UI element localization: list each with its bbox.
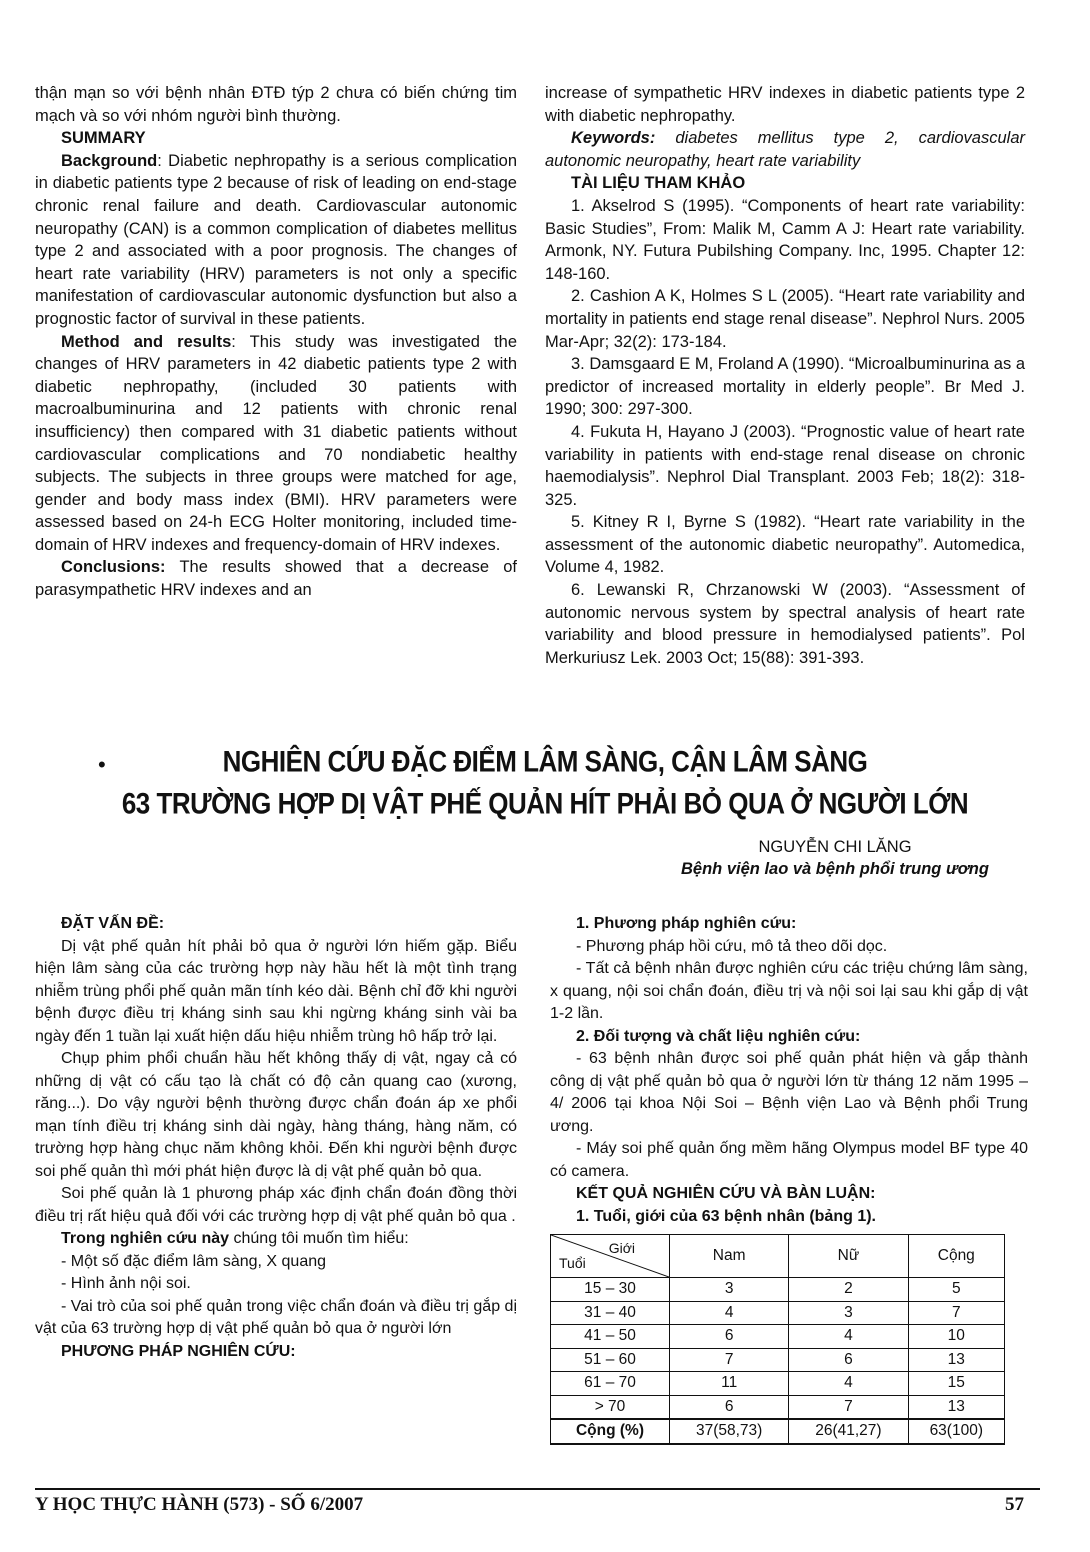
conclusions-paragraph — [35, 556, 517, 601]
keywords-label: Keywords: — [571, 129, 656, 148]
table-row — [551, 1301, 1005, 1325]
references-heading: TÀI LIỆU THAM KHẢO — [571, 174, 746, 193]
table-row — [551, 1278, 1005, 1302]
table-cell: Cộng (%) — [551, 1419, 670, 1444]
reference-item: 3. Damsgaard E M, Froland A (1990). “Microalbuminurina as a predictor of increased mortality in elderly people”. Br Med J. 1990; 300: 297-300. — [545, 355, 1025, 419]
method-item: - Tất cả bệnh nhân được nghiên cứu các triệu chứng lâm sàng, x quang, nội soi chẩn đoán, điều trị và nội soi lại sau khi gắp dị vật 1-2 lần. — [550, 960, 1028, 1022]
keywords-paragraph — [545, 127, 1025, 172]
table-cell: 10 — [908, 1325, 1004, 1349]
table-cell: 7 — [789, 1395, 908, 1419]
table-cell: 51 – 60 — [551, 1348, 670, 1372]
table-cell: 13 — [908, 1348, 1004, 1372]
method-text: : This study was investigated the changes of HRV parameters in 42 diabetic patients type 2 with diabetic nephropathy, (included 30 patients with macroalbuminurina and 12 patients with chronic renal insufficiency) then compared with 31 diabetic patients without cardiovascular complications and 70 nondiabetic healthy subjects. The subjects in three groups were matched for age, gender and body mass index (BMI). HRV parameters were assessed based on 24-h ECG Holter monitoring, included time-domain of HRV indexes and frequency-domain of HRV indexes. — [35, 332, 518, 554]
keywords-text: diabetes mellitus type 2, cardiovascular autonomic neuropathy, heart rate variability — [545, 129, 1025, 170]
table-cell: 61 – 70 — [551, 1372, 670, 1396]
background-label: Background — [61, 151, 158, 170]
table-row — [551, 1325, 1005, 1349]
age-gender-table — [550, 1234, 1005, 1445]
table-cell: 7 — [670, 1348, 789, 1372]
table-cell: 4 — [670, 1301, 789, 1325]
table-row — [551, 1395, 1005, 1419]
methods-heading: PHƯƠNG PHÁP NGHIÊN CỨU: — [61, 1342, 296, 1360]
table-cell: 2 — [789, 1278, 908, 1302]
intro-ending: thận mạn so với bệnh nhân ĐTĐ týp 2 chưa có biến chứng tim mạch và so với nhóm người bình thường. — [35, 84, 517, 125]
title-line-2: 63 TRƯỜNG HỢP DỊ VẬT PHẾ QUẢN HÍT PHẢI BỎ QUA Ở NGƯỜI LỚN — [121, 785, 969, 821]
table-cell: 31 – 40 — [551, 1301, 670, 1325]
table-cell: > 70 — [551, 1395, 670, 1419]
table-cell: 4 — [789, 1372, 908, 1396]
table-cell: 3 — [670, 1278, 789, 1302]
reference-item: 2. Cashion A K, Holmes S L (2005). “Heart rate variability and mortality in patients end stage renal disease”. Nephrol Nurs. 2005 Mar-Apr; 32(2): 173-184. — [545, 287, 1025, 351]
table-header-cell: Nữ — [789, 1235, 908, 1278]
table-row — [551, 1348, 1005, 1372]
corner-age-label: Tuổi — [559, 1254, 586, 1271]
table-cell: 5 — [908, 1278, 1004, 1302]
page-number: 57 — [1005, 1494, 1024, 1515]
summary-heading: SUMMARY — [61, 129, 146, 148]
table-row — [551, 1372, 1005, 1396]
results-heading: KẾT QUẢ NGHIÊN CỨU VÀ BÀN LUẬN: — [576, 1185, 876, 1202]
method-item: - Phương pháp hồi cứu, mô tả theo dõi dọc. — [576, 937, 888, 955]
corner-gender-label: Giới — [608, 1240, 635, 1256]
intro-paragraph: Dị vật phế quản hít phải bỏ qua ở người lớn hiếm gặp. Biểu hiện lâm sàng của các trường hợp này hầu hết là một tình trạng nhiễm trùng phổi phế quản mãn tính kéo dài. Bệnh chỉ đỡ khi người bệnh được điều trị kháng sinh sau khi ngừng kháng sinh vài ba ngày đến 1 tuần lại xuất hiện dấu hiệu nhiễm trùng hô hấp trở lại. — [35, 937, 517, 1045]
aim-item: - Một số đặc điểm lâm sàng, X quang — [61, 1252, 327, 1270]
intro-paragraph: Soi phế quản là 1 phương pháp xác định chẩn đoán đồng thời điều trị rất hiệu quả đối với các trường hợp dị vật phế quản bỏ qua . — [35, 1185, 517, 1225]
aims-label: Trong nghiên cứu này — [61, 1230, 230, 1247]
author-name: NGUYỄN CHI LĂNG — [758, 838, 912, 856]
article-title — [0, 740, 1090, 824]
intro-heading: ĐẶT VẤN ĐỀ: — [61, 915, 165, 932]
method-subheading: 1. Phương pháp nghiên cứu: — [576, 915, 797, 932]
table-cell: 3 — [789, 1301, 908, 1325]
title-bullet: • — [98, 752, 106, 777]
table-header-cell: Cộng — [908, 1235, 1004, 1278]
subjects-item: - Máy soi phế quản ống mềm hãng Olympus model BF type 40 có camera. — [550, 1140, 1028, 1180]
method-paragraph — [35, 331, 517, 557]
methods-results-column — [550, 913, 1028, 1445]
aims-paragraph — [35, 1228, 517, 1251]
table-cell: 7 — [908, 1301, 1004, 1325]
background-text: : Diabetic nephropathy is a serious complication in diabetic patients type 2 because of risk of leading on end-stage chronic renal failure and death. Cardiovascular autonomic neuropathy (CAN) is a common complication of diabetes mellitus type 2 and associated with a poor prognosis. The changes of heart rate variability (HRV) parameters is not only a specific manifestation of cardiovascular autonomic dysfunction but also a prognostic factor of survival in these patients. — [35, 151, 517, 328]
table-cell: 6 — [670, 1395, 789, 1419]
aim-item: - Hình ảnh nội soi. — [61, 1275, 191, 1292]
author-affiliation: Bệnh viện lao và bệnh phổi trung ương — [681, 860, 989, 878]
table-total-row — [551, 1419, 1005, 1444]
table-cell: 6 — [789, 1348, 908, 1372]
reference-item: 6. Lewanski R, Chrzanowski W (2003). “Assessment of autonomic nervous system by spectral analysis of heart rate variability and blood pressure in hemodialysed patients”. Pol Merkuriusz Lek. 2003 Oct; 15(88): 391-393. — [545, 581, 1025, 667]
aims-text: chúng tôi muốn tìm hiểu: — [229, 1230, 409, 1247]
table-cell: 37(58,73) — [670, 1419, 789, 1444]
introduction-column — [35, 913, 517, 1363]
table-cell: 41 – 50 — [551, 1325, 670, 1349]
footer-rule — [35, 1488, 1040, 1490]
title-line-1: NGHIÊN CỨU ĐẶC ĐIỂM LÂM SÀNG, CẬN LÂM SÀNG — [222, 743, 868, 779]
table-cell: 15 — [908, 1372, 1004, 1396]
table-caption: 1. Tuổi, giới của 63 bệnh nhân (bảng 1). — [576, 1207, 876, 1225]
background-paragraph — [35, 150, 517, 331]
conclusions-continued: increase of sympathetic HRV indexes in diabetic patients type 2 with diabetic nephropathy. — [545, 84, 1025, 125]
conclusions-text: The results showed that a decrease of parasympathetic HRV indexes and an — [35, 558, 517, 600]
table-cell: 63(100) — [908, 1419, 1004, 1444]
table-header-cell: Nam — [670, 1235, 789, 1278]
aim-item: - Vai trò của soi phế quản trong việc chẩn đoán và điều trị gắp dị vật của 63 trường hợp dị vật phế quản bỏ qua ở người lớn — [35, 1297, 517, 1337]
table-cell: 15 – 30 — [551, 1278, 670, 1302]
table-cell: 11 — [670, 1372, 789, 1396]
table-corner-cell — [551, 1235, 670, 1278]
table-cell: 26(41,27) — [789, 1419, 908, 1444]
method-label: Method and results — [61, 332, 232, 351]
table-header-row — [551, 1235, 1005, 1278]
author-block — [600, 836, 1070, 880]
subjects-item: - 63 bệnh nhân được soi phế quản phát hiện và gắp thành công dị vật phế quản bỏ qua ở người lớn từ tháng 12 năm 1995 –4/ 2006 tại khoa Nội Soi – Bệnh viện Lao và Bệnh phổi Trung ương. — [550, 1050, 1028, 1135]
subjects-subheading: 2. Đối tượng và chất liệu nghiên cứu: — [576, 1027, 861, 1045]
table-cell: 6 — [670, 1325, 789, 1349]
intro-paragraph: Chụp phim phổi chuẩn hầu hết không thấy dị vật, ngay cả có những dị vật có cấu tạo là chất có độ cản quang cao (xương, răng...). Do vậy người bệnh thường được chẩn đoán áp xe phổi mạn tính điều trị kháng sinh dài ngày, hàng tháng, hàng năm, có trường hợp hàng chục năm không khỏi. Đến khi người bệnh được soi phế quản thì mới phát hiện được là dị vật phế quản bỏ qua. — [35, 1050, 517, 1180]
table-cell: 13 — [908, 1395, 1004, 1419]
table-cell: 4 — [789, 1325, 908, 1349]
reference-item: 1. Akselrod S (1995). “Components of heart rate variability: Basic Studies”, From: Malik M, Camm A J: Heart rate variability. Armonk, NY. Futura Pubilshing Company. Inc, 1995. Chapter 12: 148-160. — [545, 196, 1025, 283]
references-column — [545, 82, 1025, 669]
reference-item: 4. Fukuta H, Hayano J (2003). “Prognostic value of heart rate variability in patients with end-stage renal disease on chronic haemodialysis”. Nephrol Dial Transplant. 2003 Feb; 18(2): 318-325. — [545, 422, 1025, 509]
summary-column — [35, 82, 517, 602]
conclusions-label: Conclusions: — [61, 558, 166, 577]
journal-name: Y HỌC THỰC HÀNH (573) - SỐ 6/2007 — [35, 1494, 364, 1515]
reference-item: 5. Kitney R I, Byrne S (1982). “Heart rate variability in the assessment of the autonomic diabetic neuropathy”. Automedica, Volume 4, 1982. — [545, 513, 1025, 577]
